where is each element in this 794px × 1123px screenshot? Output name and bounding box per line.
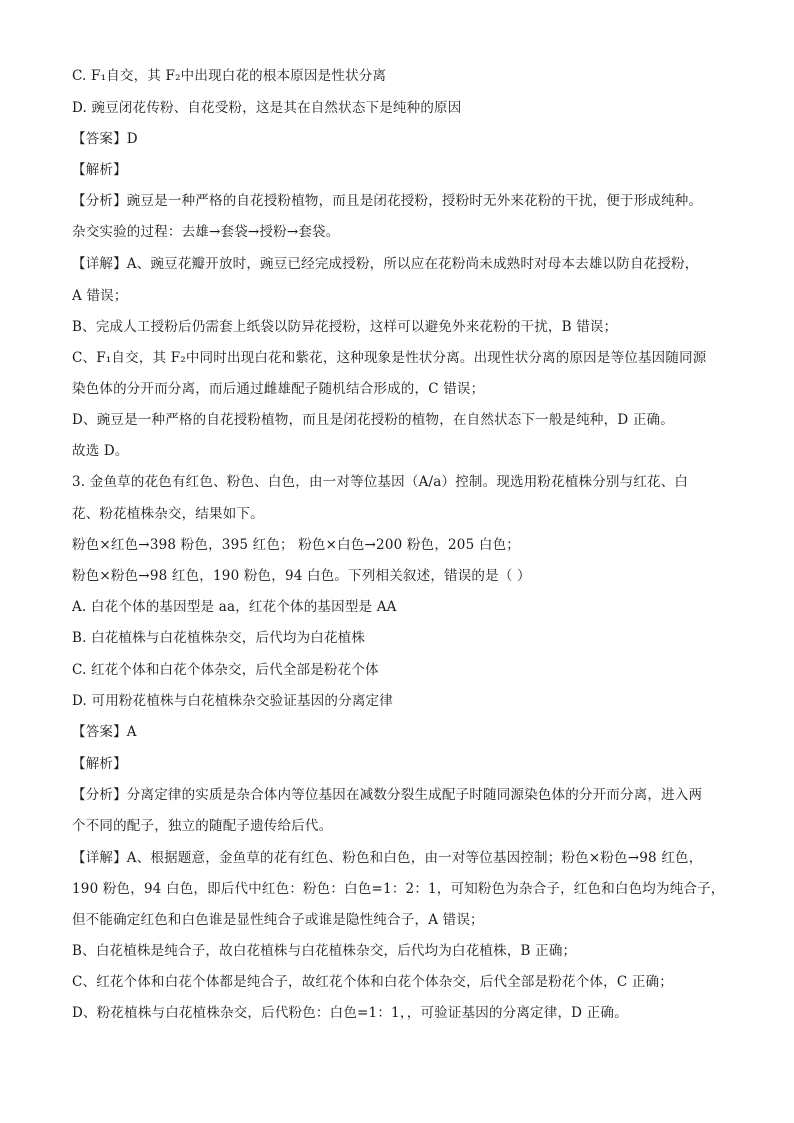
option-d-line: D. 豌豆闭花传粉、自花受粉，这是其在自然状态下是纯种的原因 (72, 100, 462, 116)
question-3-line: 3. 金鱼草的花色有红色、粉色、白色，由一对等位基因（A/a）控制。现选用粉花植株分别与红花、白 (72, 474, 689, 490)
option-c-line: C. F₁自交，其 F₂中出现白花的根本原因是性状分离 (72, 68, 387, 84)
analysis-text-line: 杂交实验的过程：去雄→套袋→授粉→套袋。 (72, 224, 340, 240)
answer-line: 【答案】D (72, 131, 138, 147)
analysis-text-line: 【分析】豌豆是一种严格的自花授粉植物，而且是闭花授粉，授粉时无外来花粉的干扰，便于形成纯种。 (72, 193, 703, 209)
detail-text-line: D、粉花植株与白花植株杂交，后代粉色：白色=1：1，，可验证基因的分离定律，D 正确。 (72, 1005, 628, 1021)
detail-text-line: 但不能确定红色和白色谁是显性纯合子或谁是隐性纯合子，A 错误； (72, 912, 484, 928)
detail-text-line: C、F₁自交，其 F₂中同时出现白花和紫花，这种现象是性状分离。出现性状分离的原因是等位基因随同源 (72, 350, 707, 366)
detail-text-line: B、完成人工授粉后仍需套上纸袋以防异花授粉，这样可以避免外来花粉的干扰，B 错误； (72, 319, 618, 335)
conclusion-line: 故选 D。 (72, 443, 129, 459)
analysis-text-line: 个不同的配子，独立的随配子遗传给后代。 (72, 818, 333, 834)
answer-line: 【答案】A (72, 724, 137, 740)
cross-result-line: 粉色×粉色→98 红色，190 粉色，94 白色。下列相关叙述，错误的是（ ） (72, 568, 531, 584)
option-d-line: D. 可用粉花植株与白花植株杂交验证基因的分离定律 (72, 693, 393, 709)
detail-text-line: 【详解】A、豌豆花瓣开放时，豌豆已经完成授粉，所以应在花粉尚未成熟时对母本去雄以防自花授粉， (72, 256, 699, 272)
question-3-line: 花、粉花植株杂交，结果如下。 (72, 506, 264, 522)
cross-result-line: 粉色×红色→398 粉色，395 红色； 粉色×白色→200 粉色，205 白色； (72, 537, 520, 553)
analysis-heading: 【解析】 (72, 756, 127, 772)
option-a-line: A. 白花个体的基因型是 aa，红花个体的基因型是 AA (72, 599, 397, 615)
detail-text-line: 染色体的分开而分离，而后通过雌雄配子随机结合形成的，C 错误； (72, 381, 485, 397)
detail-text-line: B、白花植株是纯合子，故白花植株与白花植株杂交，后代均为白花植株，B 正确； (72, 943, 577, 959)
detail-text-line: C、红花个体和白花个体都是纯合子，故红花个体和白花个体杂交，后代全部是粉花个体，C 正确； (72, 974, 673, 990)
analysis-heading: 【解析】 (72, 162, 127, 178)
option-c-line: C. 红花个体和白花个体杂交，后代全部是粉花个体 (72, 662, 379, 678)
option-b-line: B. 白花植株与白花植株杂交，后代均为白花植株 (72, 630, 366, 646)
detail-text-line: D、豌豆是一种严格的自花授粉植物，而且是闭花授粉的植物，在自然状态下一般是纯种，D 正确。 (72, 412, 674, 428)
analysis-text-line: 【分析】分离定律的实质是杂合体内等位基因在减数分裂生成配子时随同源染色体的分开而分离，进入两 (72, 787, 703, 803)
detail-text-line: 190 粉色，94 白色，即后代中红色：粉色：白色=1：2：1，可知粉色为杂合子，红色和白色均为纯合子， (72, 881, 725, 897)
detail-text-line: 【详解】A、根据题意，金鱼草的花有红色、粉色和白色，由一对等位基因控制；粉色×粉色→98 红色， (72, 850, 703, 866)
detail-text-line: A 错误； (72, 288, 128, 304)
